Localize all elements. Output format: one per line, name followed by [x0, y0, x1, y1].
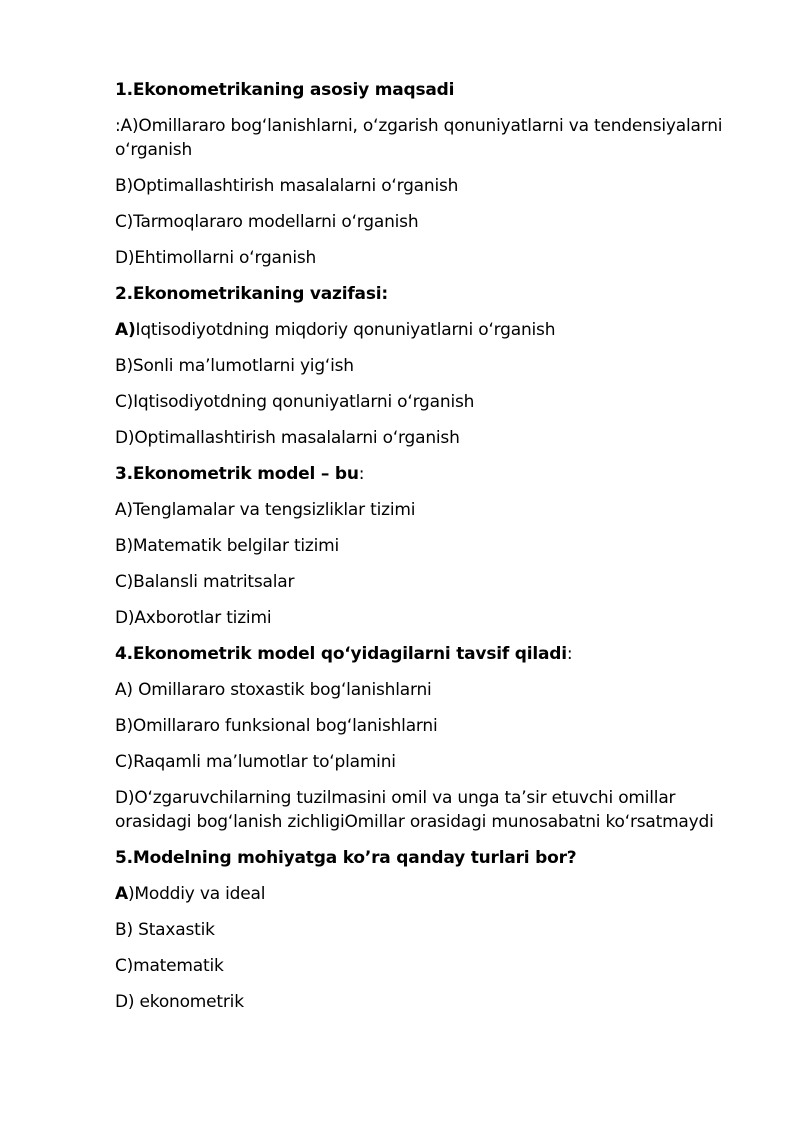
- option-text: B) Staxastik: [115, 920, 215, 940]
- question-3-option-a: [115, 498, 725, 522]
- question-4-option-a: [115, 678, 725, 702]
- option-text: :A)Omillararo bog‘lanishlarni, o‘zgarish qonuniyatlarni va tendensiyalarni o‘rganish: [115, 116, 723, 160]
- question-4-title: [115, 642, 725, 666]
- question-4-option-b: [115, 714, 725, 738]
- option-text: C)Balansli matritsalar: [115, 572, 295, 592]
- option-text: B)Omillararo funksional bog‘lanishlarni: [115, 716, 438, 736]
- question-3-option-b: [115, 534, 725, 558]
- option-text: C)matematik: [115, 956, 224, 976]
- document-page: [115, 78, 725, 1026]
- question-3-option-c: [115, 570, 725, 594]
- question-5-option-b: [115, 918, 725, 942]
- question-5-option-a: [115, 882, 725, 906]
- option-text: D)O‘zgaruvchilarning tuzilmasini omil va unga ta’sir etuvchi omillar orasidagi bog‘lanish zichligiOmillar orasidagi munosabatni ko‘rsatmaydi: [115, 788, 714, 832]
- question-title-text: 4.Ekonometrik model qo‘yidagilarni tavsif qiladi: [115, 644, 567, 664]
- question-1-option-b: [115, 174, 725, 198]
- option-text: A)Tenglamalar va tengsizliklar tizimi: [115, 500, 416, 520]
- option-prefix: A): [115, 320, 136, 340]
- question-1-option-c: [115, 210, 725, 234]
- option-text: C)Iqtisodiyotdning qonuniyatlarni o‘rganish: [115, 392, 475, 412]
- option-text: B)Sonli ma’lumotlarni yig‘ish: [115, 356, 354, 376]
- question-1-option-a: [115, 114, 725, 162]
- option-text: Iqtisodiyotdning miqdoriy qonuniyatlarni o‘rganish: [135, 320, 556, 340]
- question-5-option-c: [115, 954, 725, 978]
- option-text: C)Raqamli ma’lumotlar to‘plamini: [115, 752, 396, 772]
- question-5-option-d: [115, 990, 725, 1014]
- question-1-option-d: [115, 246, 725, 270]
- option-text: A) Omillararo stoxastik bog‘lanishlarni: [115, 680, 432, 700]
- option-text: )Moddiy va ideal: [127, 884, 266, 904]
- question-2-option-a: [115, 318, 725, 342]
- option-prefix: A: [115, 884, 128, 904]
- option-text: D)Ehtimollarni o‘rganish: [115, 248, 317, 268]
- question-2-option-d: [115, 426, 725, 450]
- question-title-text: 5.Modelning mohiyatga ko’ra qanday turlari bor?: [115, 848, 577, 868]
- question-4-option-c: [115, 750, 725, 774]
- question-4-option-d: [115, 786, 725, 834]
- question-title-text: 1.Ekonometrikaning asosiy maqsadi: [115, 80, 455, 100]
- option-text: C)Tarmoqlararo modellarni o‘rganish: [115, 212, 419, 232]
- question-2-option-b: [115, 354, 725, 378]
- question-3-option-d: [115, 606, 725, 630]
- option-text: D)Axborotlar tizimi: [115, 608, 272, 628]
- question-1-title: [115, 78, 725, 102]
- option-text: D) ekonometrik: [115, 992, 244, 1012]
- question-title-suffix: :: [566, 644, 573, 664]
- question-2-title: [115, 282, 725, 306]
- option-text: D)Optimallashtirish masalalarni o‘rganish: [115, 428, 460, 448]
- question-2-option-c: [115, 390, 725, 414]
- question-title-suffix: :: [358, 464, 365, 484]
- question-5-title: [115, 846, 725, 870]
- option-text: B)Matematik belgilar tizimi: [115, 536, 340, 556]
- question-3-title: [115, 462, 725, 486]
- option-text: B)Optimallashtirish masalalarni o‘rganish: [115, 176, 459, 196]
- question-title-text: 2.Ekonometrikaning vazifasi:: [115, 284, 388, 304]
- question-title-text: 3.Ekonometrik model – bu: [115, 464, 359, 484]
